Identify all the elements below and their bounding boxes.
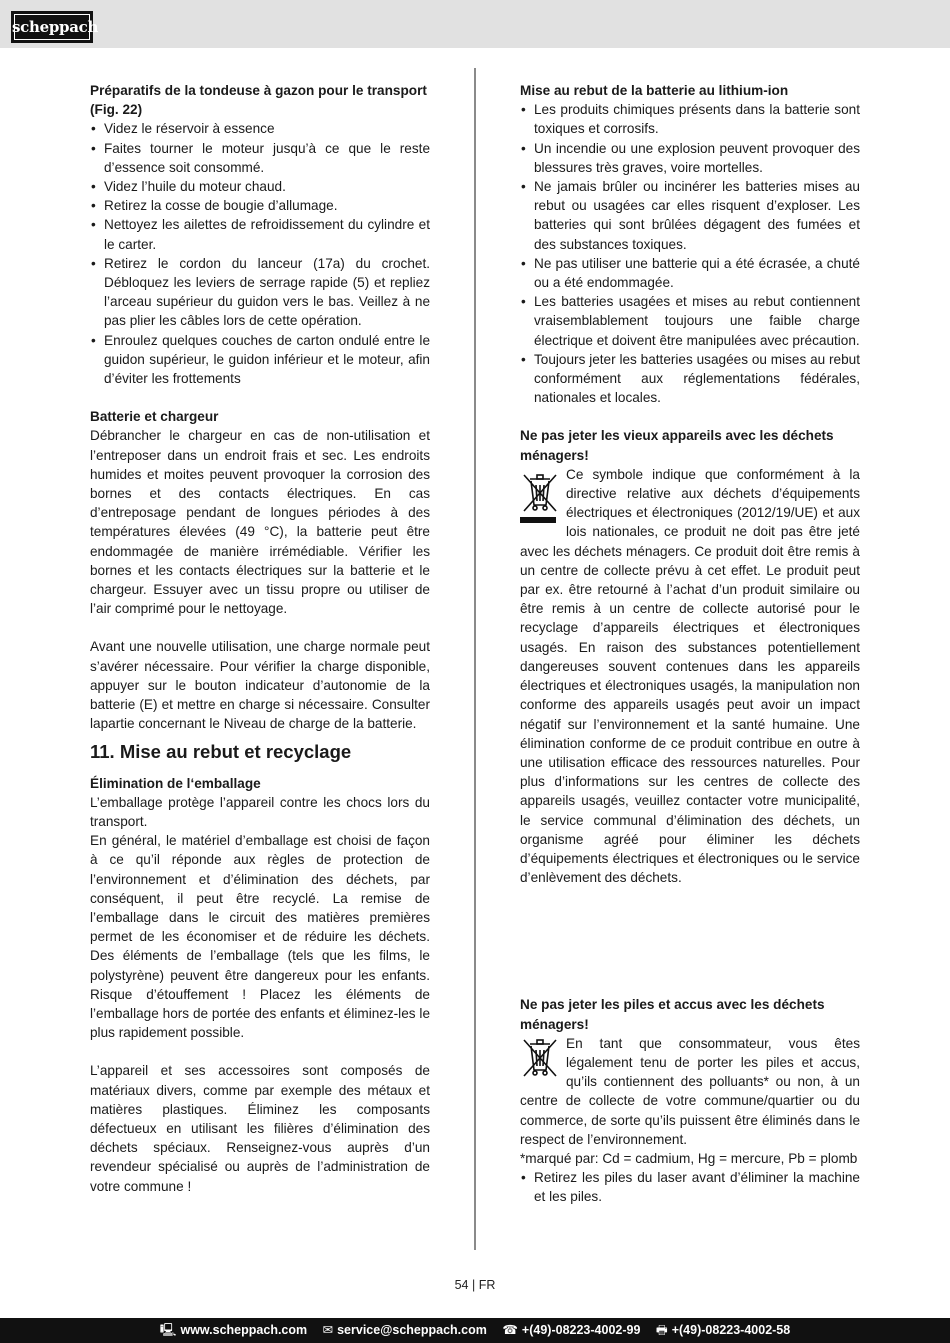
batteries-list <box>520 1168 860 1206</box>
transport-heading: Préparatifs de la tondeuse à gazon pour le transport (Fig. 22) <box>90 83 427 118</box>
materials-paragraph: L’appareil et ses accessoires sont composés de matériaux divers, comme par exemple des métaux et matières plastiques. Éliminez les composants défectueux en utilisant les filières d’élimination des déchets spéciaux. Renseignez-vous auprès d’un revendeur spécialisé ou auprès de l’administration de votre commune ! <box>90 1063 430 1194</box>
list-item: • Toujours jeter les batteries usagées ou mises au rebut conformément aux réglementations fédérales, nationales et locales. <box>520 350 860 408</box>
footer-bar <box>0 1318 950 1343</box>
list-item: • Les produits chimiques présents dans la batterie sont toxiques et corrosifs. <box>520 100 860 138</box>
batteries-paragraph-1: En tant que consommateur, vous êtes légalement tenu de porter les piles et accus, qu’ils contiennent des polluants* ou non, à un centre de collecte de votre commune/quartier ou du commerce, de sorte qu’ils puissent être éliminés dans le respect de l’environnement. <box>520 1035 860 1147</box>
list-item: • Enroulez quelques couches de carton ondulé entre le guidon supérieur, le guidon inférieur et le moteur, afin d’éviter les frottements <box>90 331 430 389</box>
list-item: • Faites tourner le moteur jusqu’à ce que le reste d’essence soit consommé. <box>90 139 430 177</box>
mail-icon: ✉ <box>322 1323 334 1337</box>
list-item: • Ne jamais brûler ou incinérer les batteries mises au rebut ou usagées car elles risquent d’exploser. Les batteries qui sont brûlées dégagent des fumées et des substances toxiques. <box>520 177 860 254</box>
packaging-heading: Élimination de l‘emballage <box>90 775 261 791</box>
battery-charger-paragraph: Débrancher le chargeur en cas de non-utilisation et l’entreposer dans un endroit frais et sec. Les endroits humides et moites peuvent provoquer la corrosion des bornes et des contacts électriques. En cas d’entreposage pendant de longues périodes à des températures élevées (49 °C), la batterie peut être endommagée de manière irrémédiable. Vérifier les bornes et les contacts électriques sur la batterie et le chargeur. Essuyer avec un tissu propre ou utiliser de l’air comprimé pour le nettoyage. <box>90 428 430 617</box>
list-item: • Ne pas utiliser une batterie qui a été écrasée, a chuté ou a été endommagée. <box>520 254 860 292</box>
footer-fax: 🖶 +(49)-08223-4002-58 <box>656 1323 790 1337</box>
list-item: • Videz l’huile du moteur chaud. <box>90 177 430 196</box>
lithium-battery-heading: Mise au rebut de la batterie au lithium-ion <box>520 83 789 98</box>
weee-heading: Ne pas jeter les vieux appareils avec les déchets ménagers! <box>520 428 834 463</box>
computer-icon: 🖳 <box>159 1323 177 1337</box>
footer-email[interactable]: ✉ service@scheppach.com <box>323 1323 487 1337</box>
header-bar <box>0 0 950 48</box>
fax-icon: 🖶 <box>655 1323 668 1337</box>
left-column <box>90 81 430 1196</box>
weee-paragraph: Ce symbole indique que conformément à la directive relative aux déchets d’équipements électriques et électroniques (2012/19/UE) et aux lois nationales, ce produit ne doit pas être jeté avec les déchets ménagers. Ce produit doit être remis à un centre de collecte prévu à cet effet. Le produit peut par ex. être retourné à l’achat d’un produit similaire ou être remis à un centre de collecte autorisé pour le recyclage d’appareils électriques et électroniques usagés. En raison des substances potentiellement dangereuses souvent contenues dans les appareils électriques et électroniques usagés, la manipulation non conforme des appareils usagés peut avoir un impact négatif sur l’environnement et la santé humaine. Une élimination conforme de ce produit contribue en outre à une utilisation efficace des ressources naturelles. Pour plus d’informations sur les centres de collecte des appareils usagés, veuillez contacter votre municipalité, le service communal d’élimination des déchets, un organisme agréé pour éliminer les déchets d’équipements électriques et électroniques ou le service d’enlèvement des déchets. <box>520 466 860 886</box>
scheppach-logo: scheppach <box>11 11 93 43</box>
page-number: 54 | FR <box>454 1278 496 1292</box>
phone-icon: ☎ <box>502 1323 518 1337</box>
list-item: • Retirez la cosse de bougie d’allumage. <box>90 196 430 215</box>
list-item: • Les batteries usagées et mises au rebut contiennent vraisemblablement toujours une faible charge électrique et doivent être manipulées avec précaution. <box>520 292 860 350</box>
right-column <box>520 81 860 1207</box>
batteries-paragraph-2: *marqué par: Cd = cadmium, Hg = mercure, Pb = plomb <box>520 1150 858 1166</box>
battery-crossed-bin-icon <box>520 1036 560 1080</box>
lithium-battery-list <box>520 100 860 407</box>
list-item: • Nettoyez les ailettes de refroidissement du cylindre et le carter. <box>90 215 430 253</box>
batteries-heading: Ne pas jeter les piles et accus avec les déchets ménagers! <box>520 997 825 1032</box>
column-divider <box>474 68 476 1250</box>
list-item: • Retirez les piles du laser avant d’éliminer la machine et les piles. <box>520 1168 860 1206</box>
transport-list <box>90 119 430 388</box>
charge-paragraph: Avant une nouvelle utilisation, une charge normale peut s’avérer nécessaire. Pour vérifier la charge disponible, appuyer sur le bouton indicateur d’autonomie de la batterie (E) et mettre en charge si nécessaire. Consulter lapartie concernant le Niveau de charge de la batterie. <box>90 639 430 732</box>
list-item: • Retirez le cordon du lanceur (17a) du crochet. Débloquez les leviers de serrage rapide (5) et repliez l’arceau supérieur du guidon vers le bas. Veillez à ne pas plier les câbles lors de cette opération. <box>90 254 430 331</box>
battery-charger-heading: Batterie et chargeur <box>90 409 219 425</box>
list-item: • Un incendie ou une explosion peuvent provoquer des blessures très graves, voire mortelles. <box>520 139 860 177</box>
packaging-paragraph-2: En général, le matériel d’emballage est choisi de façon à ce qu’il réponde aux règles de protection de l’environnement et d’élimination des déchets, par conséquent, il peut être recyclé. La remise de l’emballage dans le circuit des matières premières permet de les économiser et de réduire les déchets. Des éléments de l’emballage (tels que les films, le polystyrène) peuvent être dangereux pour les enfants. Risque d’étouffement ! Placez les éléments de l’emballage hors de portée des enfants et éliminez-les le plus rapidement possible. <box>90 833 430 1041</box>
footer-website[interactable]: 🖳 www.scheppach.com <box>160 1323 307 1337</box>
footer-phone: ☎ +(49)-08223-4002-99 <box>502 1323 640 1337</box>
packaging-paragraph-1: L’emballage protège l’appareil contre les chocs lors du transport. <box>90 794 430 829</box>
section-title-disposal: 11. Mise au rebut et recyclage <box>90 740 352 762</box>
list-item: • Videz le réservoir à essence <box>90 119 430 138</box>
weee-crossed-bin-icon <box>520 467 560 527</box>
